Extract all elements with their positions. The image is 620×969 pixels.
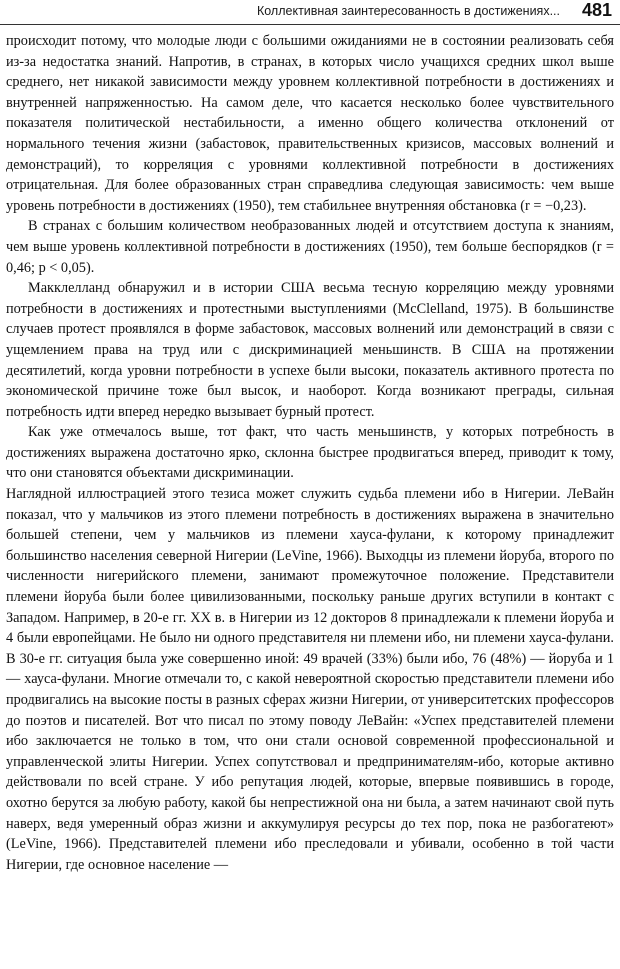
paragraph-4: Как уже отмечалось выше, тот факт, что часть меньшинств, у которых потребность в достижениях выражена достаточно ярко, склонна быстрее продвигаться вперед, приводит к тому, что они становятся объектами дискриминации. bbox=[6, 424, 614, 482]
page-header bbox=[0, 0, 620, 30]
paragraph-1: происходит потому, что молодые люди с большими ожиданиями не в состоянии реализовать себя из-за недостатка знаний. Напротив, в странах, в которых число учащихся средних школ выше среднего, нет никакой зависимости между уровнем коллективной потребности в достижениях и внутренней напряженностью. На самом деле, что касается несколько более чувствительного показателя политической нестабильности, а именно общего количества отклонений от нормального течения жизни (забастовок, правительственных кризисов, массовых волнений и демонстраций), то корреляция с уровнями коллективной потребности в достижениях отрицательная. Для более образованных стран справедлива следующая зависимость: чем выше уровень потребности в достижениях (1950), тем стабильнее внутренняя обстановка (r = −0,23). bbox=[6, 33, 614, 214]
page-number: 481 bbox=[581, 0, 612, 20]
paragraph-3: Макклелланд обнаружил и в истории США весьма тесную корреляцию между уровнями потребности в достижениях и протестными выступлениями (McClelland, 1975). В большинстве случаев протест проявлялся в форме забастовок, массовых волнений или демонстраций в связи с ущемлением права на труд или с дискриминацией меньшинств. В США на протяжении десятилетий, когда уровни потребности в успехе были высоки, показатель активного протеста по экономической причине тоже был высок, и наоборот. Когда возникают преграды, сильная потребность идти вперед нередко вызывает бурный протест. bbox=[6, 280, 614, 420]
running-title: Коллективная заинтересованность в достижениях... bbox=[256, 4, 560, 18]
header-rule bbox=[0, 24, 620, 25]
paragraph-5: Наглядной иллюстрацией этого тезиса может служить судьба племени ибо в Нигерии. ЛеВайн показал, что у мальчиков из этого племени потребность в достижениях выражена в значительно большей степени, чем у мальчиков из племени хауса-фулани, к которому принадлежит большинство населения северной Нигерии (LeVine, 1966). Выходцы из племени йоруба, второго по численности нигерийского племени, занимают промежуточное положение. Представители племени йоруба были более цивилизованными, поскольку раньше других вступили в контакт с Западом. Например, в 20-е гг. XX в. в Нигерии из 12 докторов 8 принадлежали к племени йоруба и 4 были европейцами. Не было ни одного представителя ни племени ибо, ни племени хауса-фулани. В 30-е гг. ситуация была уже совершенно иной: 49 врачей (33%) были ибо, 76 (48%) — йоруба и 1 — хауса-фулани. Многие отмечали то, с какой невероятной скоростью представители племени ибо продвигались на высокие посты в разных сферах жизни Нигерии, от университетских профессоров до поэтов и писателей. Вот что писал по этому поводу ЛеВайн: «Успех представителей племени ибо заключается не только в том, что они стали основой современной профессиональной и управленческой элиты Нигерии. Успех сопутствовал и предпринимателям-ибо, которые активно действовали по всей стране. У ибо репутация людей, которые, впервые появившись в городе, охотно берутся за любую работу, какой бы непрестижной она ни была, а затем начинают свой путь наверх, ведя умеренный образ жизни и аккумулируя ресурсы до тех пор, пока не разбогатеют» (LeVine, 1966). Представителей племени ибо преследовали и убивали, особенно в той части Нигерии, где основное население — bbox=[6, 486, 614, 873]
body-text bbox=[6, 31, 614, 875]
paragraph-2: В странах с большим количеством необразованных людей и отсутствием доступа к знаниям, чем выше уровень коллективной потребности в достижениях (1950), тем больше беспорядков (r = 0,46; p < 0,05). bbox=[6, 218, 614, 276]
